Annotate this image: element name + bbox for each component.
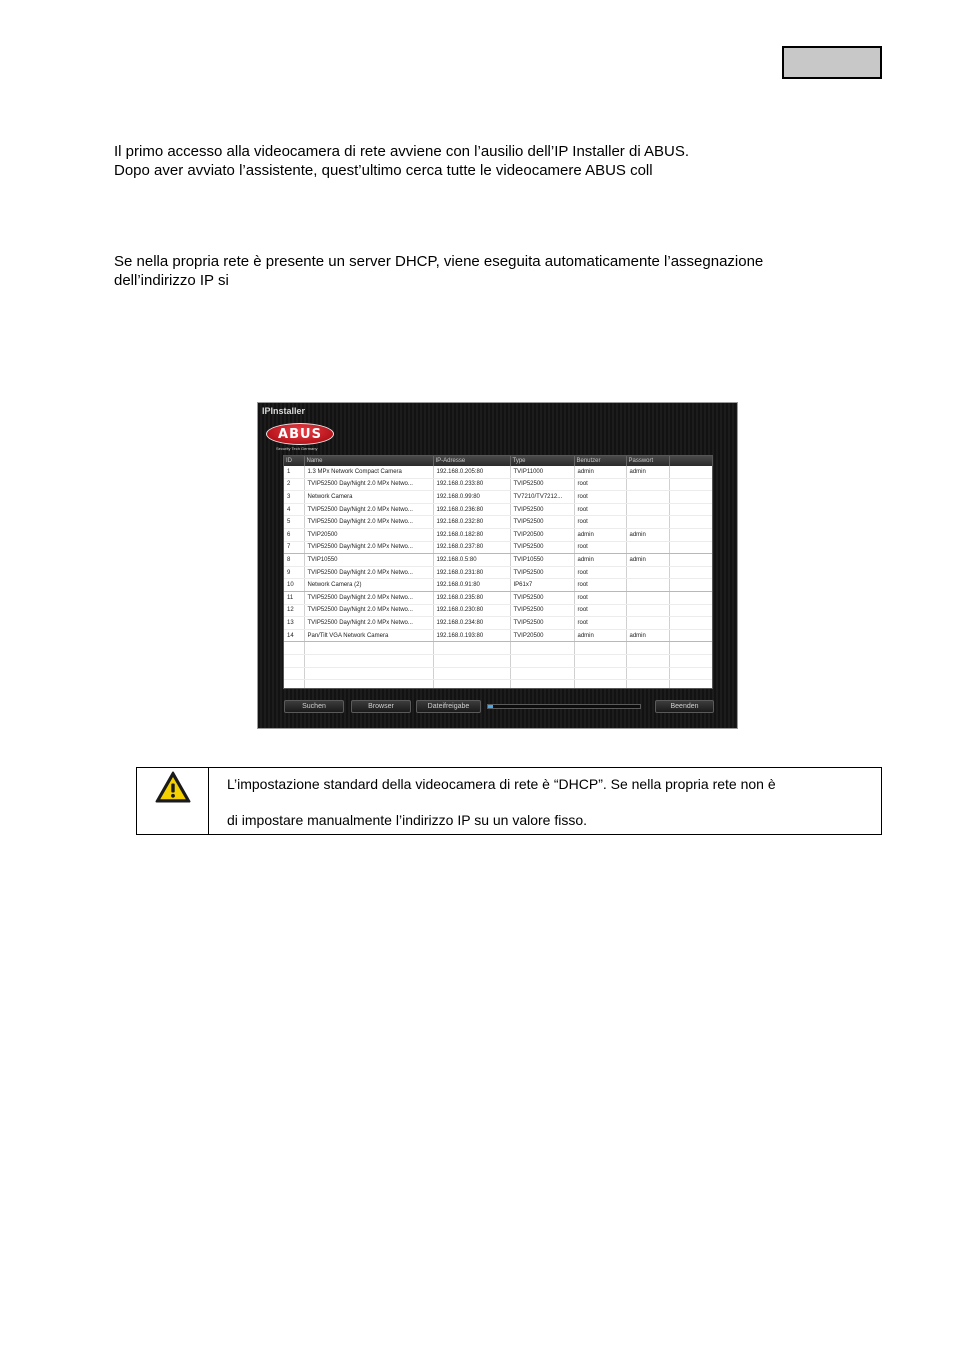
table-cell (510, 667, 574, 680)
table-cell (626, 680, 669, 689)
table-cell (284, 654, 304, 667)
table-cell (626, 667, 669, 680)
table-cell: 192.168.0.237:80 (433, 541, 510, 554)
file-share-button[interactable]: Dateifreigabe (416, 700, 481, 713)
table-cell (626, 491, 669, 504)
logo-text: ABUS (278, 427, 322, 442)
abus-logo (266, 423, 334, 445)
table-cell: 8 (284, 554, 304, 567)
table-cell: admin (626, 629, 669, 642)
table-cell (284, 667, 304, 680)
table-row (284, 642, 713, 655)
table-cell (510, 654, 574, 667)
table-row[interactable] (284, 604, 713, 617)
table-cell: admin (574, 554, 626, 567)
table-row[interactable] (284, 617, 713, 630)
table-cell: admin (574, 528, 626, 541)
table-cell: IP61x7 (510, 579, 574, 592)
table-cell: 192.168.0.193:80 (433, 629, 510, 642)
table-cell (669, 566, 713, 579)
table-cell: admin (626, 466, 669, 478)
table-cell: 11 (284, 591, 304, 604)
table-cell: 5 (284, 516, 304, 529)
table-cell (669, 680, 713, 689)
table-cell (433, 680, 510, 689)
table-cell (626, 503, 669, 516)
dhcp-line-1: Se nella propria rete è presente un server DHCP, viene eseguita automaticamente l’assegnazione (114, 253, 764, 270)
table-cell: Network Camera (2) (304, 579, 433, 592)
table-cell: TV7210/TV7212... (510, 491, 574, 504)
table-cell (304, 642, 433, 655)
table-cell: 192.168.0.5:80 (433, 554, 510, 567)
table-cell (669, 642, 713, 655)
table-cell: root (574, 617, 626, 630)
table-cell: 3 (284, 491, 304, 504)
table-cell (669, 516, 713, 529)
table-cell: 192.168.0.205:80 (433, 466, 510, 478)
column-header[interactable]: Passwort (626, 456, 669, 466)
table-cell: admin (626, 528, 669, 541)
table-cell (284, 642, 304, 655)
table-cell: 14 (284, 629, 304, 642)
note-line-1: L’impostazione standard della videocamera di rete è “DHCP”. Se nella propria rete non è (227, 776, 776, 792)
table-cell: TVIP52500 (510, 541, 574, 554)
table-cell: root (574, 591, 626, 604)
table-cell: root (574, 566, 626, 579)
intro-paragraph (114, 142, 689, 180)
table-cell: 192.168.0.233:80 (433, 478, 510, 491)
browser-button[interactable]: Browser (351, 700, 411, 713)
table-cell: 192.168.0.91:80 (433, 579, 510, 592)
table-cell: TVIP52500 Day/Night 2.0 MPx Netwo... (304, 604, 433, 617)
table-cell: 192.168.0.182:80 (433, 528, 510, 541)
table-cell: TVIP10550 (304, 554, 433, 567)
table-cell (574, 642, 626, 655)
table-cell: TVIP52500 Day/Night 2.0 MPx Netwo... (304, 478, 433, 491)
table-cell (669, 541, 713, 554)
table-cell (669, 654, 713, 667)
table-row[interactable] (284, 566, 713, 579)
table-cell: TVIP52500 Day/Night 2.0 MPx Netwo... (304, 503, 433, 516)
table-cell: 13 (284, 617, 304, 630)
table-cell (669, 466, 713, 478)
column-header[interactable]: Benutzer (574, 456, 626, 466)
table-cell: 9 (284, 566, 304, 579)
camera-table (284, 456, 713, 689)
table-cell (669, 617, 713, 630)
table-cell: root (574, 579, 626, 592)
table-cell: 10 (284, 579, 304, 592)
table-cell (574, 667, 626, 680)
table-cell (626, 541, 669, 554)
table-cell: admin (626, 554, 669, 567)
table-cell (304, 680, 433, 689)
table-cell: 192.168.0.230:80 (433, 604, 510, 617)
table-cell (433, 667, 510, 680)
table-cell: 192.168.0.236:80 (433, 503, 510, 516)
exit-button[interactable]: Beenden (655, 700, 714, 713)
table-cell: root (574, 516, 626, 529)
table-cell: TVIP52500 Day/Night 2.0 MPx Netwo... (304, 541, 433, 554)
note-line-2: di impostare manualmente l’indirizzo IP su un valore fisso. (227, 812, 588, 828)
table-cell: 12 (284, 604, 304, 617)
table-cell: 1.3 MPx Network Compact Camera (304, 466, 433, 478)
table-cell: TVIP20500 (510, 528, 574, 541)
ip-installer-window (257, 402, 738, 729)
table-row[interactable] (284, 629, 713, 642)
table-cell (626, 654, 669, 667)
table-cell: 2 (284, 478, 304, 491)
table-cell (626, 642, 669, 655)
language-tab (782, 46, 882, 79)
table-cell: root (574, 503, 626, 516)
table-cell: TVIP20500 (510, 629, 574, 642)
search-button[interactable]: Suchen (284, 700, 344, 713)
table-cell (669, 629, 713, 642)
search-progress-bar (487, 704, 641, 709)
table-row[interactable] (284, 491, 713, 504)
intro-line-2: Dopo aver avviato l’assistente, quest’ultimo cerca tutte le videocamere ABUS coll (114, 162, 653, 179)
table-row[interactable] (284, 478, 713, 491)
table-cell: TVIP52500 Day/Night 2.0 MPx Netwo... (304, 566, 433, 579)
table-cell: TVIP52500 (510, 591, 574, 604)
table-body (284, 466, 713, 689)
table-cell (669, 503, 713, 516)
table-row[interactable] (284, 579, 713, 592)
table-cell (304, 667, 433, 680)
table-row[interactable] (284, 541, 713, 554)
table-cell (626, 604, 669, 617)
table-cell (626, 516, 669, 529)
column-header[interactable]: IP-Adresse (433, 456, 510, 466)
table-cell (669, 491, 713, 504)
logo-subtitle: Security Tech Germany (276, 446, 318, 451)
table-row[interactable] (284, 591, 713, 604)
table-cell: TVIP20500 (304, 528, 433, 541)
table-cell (669, 478, 713, 491)
table-cell: TVIP52500 Day/Night 2.0 MPx Netwo... (304, 516, 433, 529)
warning-icon (155, 771, 191, 803)
table-header (284, 456, 713, 466)
dhcp-paragraph (114, 252, 763, 290)
table-cell (669, 554, 713, 567)
table-row[interactable] (284, 516, 713, 529)
table-cell: Pan/Tilt VGA Network Camera (304, 629, 433, 642)
column-header[interactable]: ID (284, 456, 304, 466)
camera-list (283, 455, 713, 689)
table-row[interactable] (284, 503, 713, 516)
table-cell: 4 (284, 503, 304, 516)
table-cell: admin (574, 629, 626, 642)
table-cell: TVIP52500 (510, 503, 574, 516)
window-title: IPInstaller (262, 406, 306, 416)
table-row[interactable] (284, 554, 713, 567)
table-cell (433, 642, 510, 655)
table-cell (284, 680, 304, 689)
table-cell (669, 667, 713, 680)
table-cell: TVIP52500 (510, 566, 574, 579)
intro-line-1: Il primo accesso alla videocamera di rete avviene con l’ausilio dell’IP Installer di ABUS. (114, 143, 690, 160)
table-cell: root (574, 478, 626, 491)
table-cell: 192.168.0.231:80 (433, 566, 510, 579)
dhcp-line-2: dell’indirizzo IP si (114, 272, 229, 289)
note-box (136, 767, 882, 835)
table-cell (510, 642, 574, 655)
table-cell (433, 654, 510, 667)
table-cell (669, 528, 713, 541)
table-cell: 192.168.0.232:80 (433, 516, 510, 529)
table-cell: TVIP52500 (510, 478, 574, 491)
table-row[interactable] (284, 528, 713, 541)
table-cell (669, 591, 713, 604)
table-row (284, 680, 713, 689)
table-cell: TVIP10550 (510, 554, 574, 567)
table-cell: root (574, 604, 626, 617)
table-cell (574, 654, 626, 667)
table-cell (304, 654, 433, 667)
table-cell: TVIP52500 Day/Night 2.0 MPx Netwo... (304, 617, 433, 630)
column-header-filler (669, 456, 713, 466)
table-row (284, 654, 713, 667)
table-cell: TVIP52500 (510, 516, 574, 529)
table-cell: root (574, 491, 626, 504)
table-cell: 192.168.0.234:80 (433, 617, 510, 630)
table-cell: TVIP52500 Day/Night 2.0 MPx Netwo... (304, 591, 433, 604)
table-cell: 192.168.0.235:80 (433, 591, 510, 604)
progress-fill (488, 705, 493, 708)
table-cell: 192.168.0.99:80 (433, 491, 510, 504)
table-cell: admin (574, 466, 626, 478)
table-cell: TVIP11000 (510, 466, 574, 478)
table-cell (669, 604, 713, 617)
table-cell: TVIP52500 (510, 604, 574, 617)
table-cell: TVIP52500 (510, 617, 574, 630)
table-row (284, 667, 713, 680)
table-cell (626, 617, 669, 630)
table-cell (626, 566, 669, 579)
table-row[interactable] (284, 466, 713, 478)
table-cell: 1 (284, 466, 304, 478)
note-icon-cell (137, 768, 209, 834)
table-cell: Network Camera (304, 491, 433, 504)
table-cell: root (574, 541, 626, 554)
table-cell (626, 591, 669, 604)
table-cell (574, 680, 626, 689)
table-cell (626, 478, 669, 491)
column-header[interactable]: Type (510, 456, 574, 466)
table-cell: 6 (284, 528, 304, 541)
column-header[interactable]: Name (304, 456, 433, 466)
table-cell (669, 579, 713, 592)
table-cell (626, 579, 669, 592)
table-cell: 7 (284, 541, 304, 554)
table-cell (510, 680, 574, 689)
